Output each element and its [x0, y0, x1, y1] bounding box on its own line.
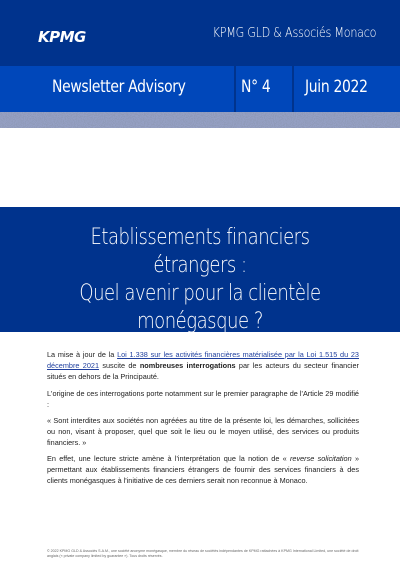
- article-title: [52, 224, 347, 336]
- text-span: La mise à jour de la: [47, 350, 118, 359]
- legal-footer: © 2022 KPMG GLD & Associés S.A.M., une société anonyme monégasque, membre du réseau de sociétés indépendantes de KPMG rattachées à KPMG International Limited, une société de droit anglais (« private company limited by guarantee »). Tous droits réservés.: [47, 549, 359, 558]
- paragraph-intro: [47, 350, 359, 382]
- kpmg-logo: KPMG: [38, 28, 86, 46]
- nav-divider: [234, 66, 236, 112]
- text-span: par les acteurs du secteur financier situés en dehors de la Principauté.: [47, 360, 359, 381]
- text-span: suscite de: [99, 360, 140, 370]
- firm-name: KPMG GLD & Associés Monaco: [212, 26, 376, 41]
- paragraph-quote: « Sont interdites aux sociétés non agréées au titre de la présente loi, les démarches, sollicitées ou non, visant à proposer, quel que soit le lieu ou le moyen utilisé, des services ou produits financiers. »: [47, 416, 359, 447]
- newsletter-title: Newsletter Advisory: [52, 77, 186, 97]
- law-link[interactable]: Loi 1.338 sur les activités financières matérialisée par la Loi 1.515 du 23 décembre 2021: [47, 350, 359, 370]
- text-span: » permettant aux établissements financiers étrangers de fournir des services financiers à des clients monégasques à l'initiative de ces derniers serait non reconnue à Monaco.: [47, 454, 360, 485]
- text-italic: reverse solicitation: [289, 454, 352, 463]
- title-line: monégasque ?: [137, 309, 263, 334]
- title-line: Etablissements financiers étrangers :: [90, 225, 310, 278]
- issue-date: Juin 2022: [305, 77, 368, 97]
- issue-number: N° 4: [241, 77, 271, 97]
- text-span: En effet, une lecture stricte amène à l'interprétation que la notion de «: [47, 454, 290, 463]
- decorative-noise-band: [0, 112, 400, 128]
- nav-divider: [292, 66, 294, 112]
- paragraph-interpretation: [47, 454, 359, 486]
- title-line: Quel avenir pour la clientèle: [79, 281, 321, 306]
- paragraph-origin: L'origine de ces interrogations porte notamment sur le premier paragraphe de l'Article 29 modifié :: [47, 389, 359, 409]
- text-bold: nombreuses interrogations: [139, 360, 236, 370]
